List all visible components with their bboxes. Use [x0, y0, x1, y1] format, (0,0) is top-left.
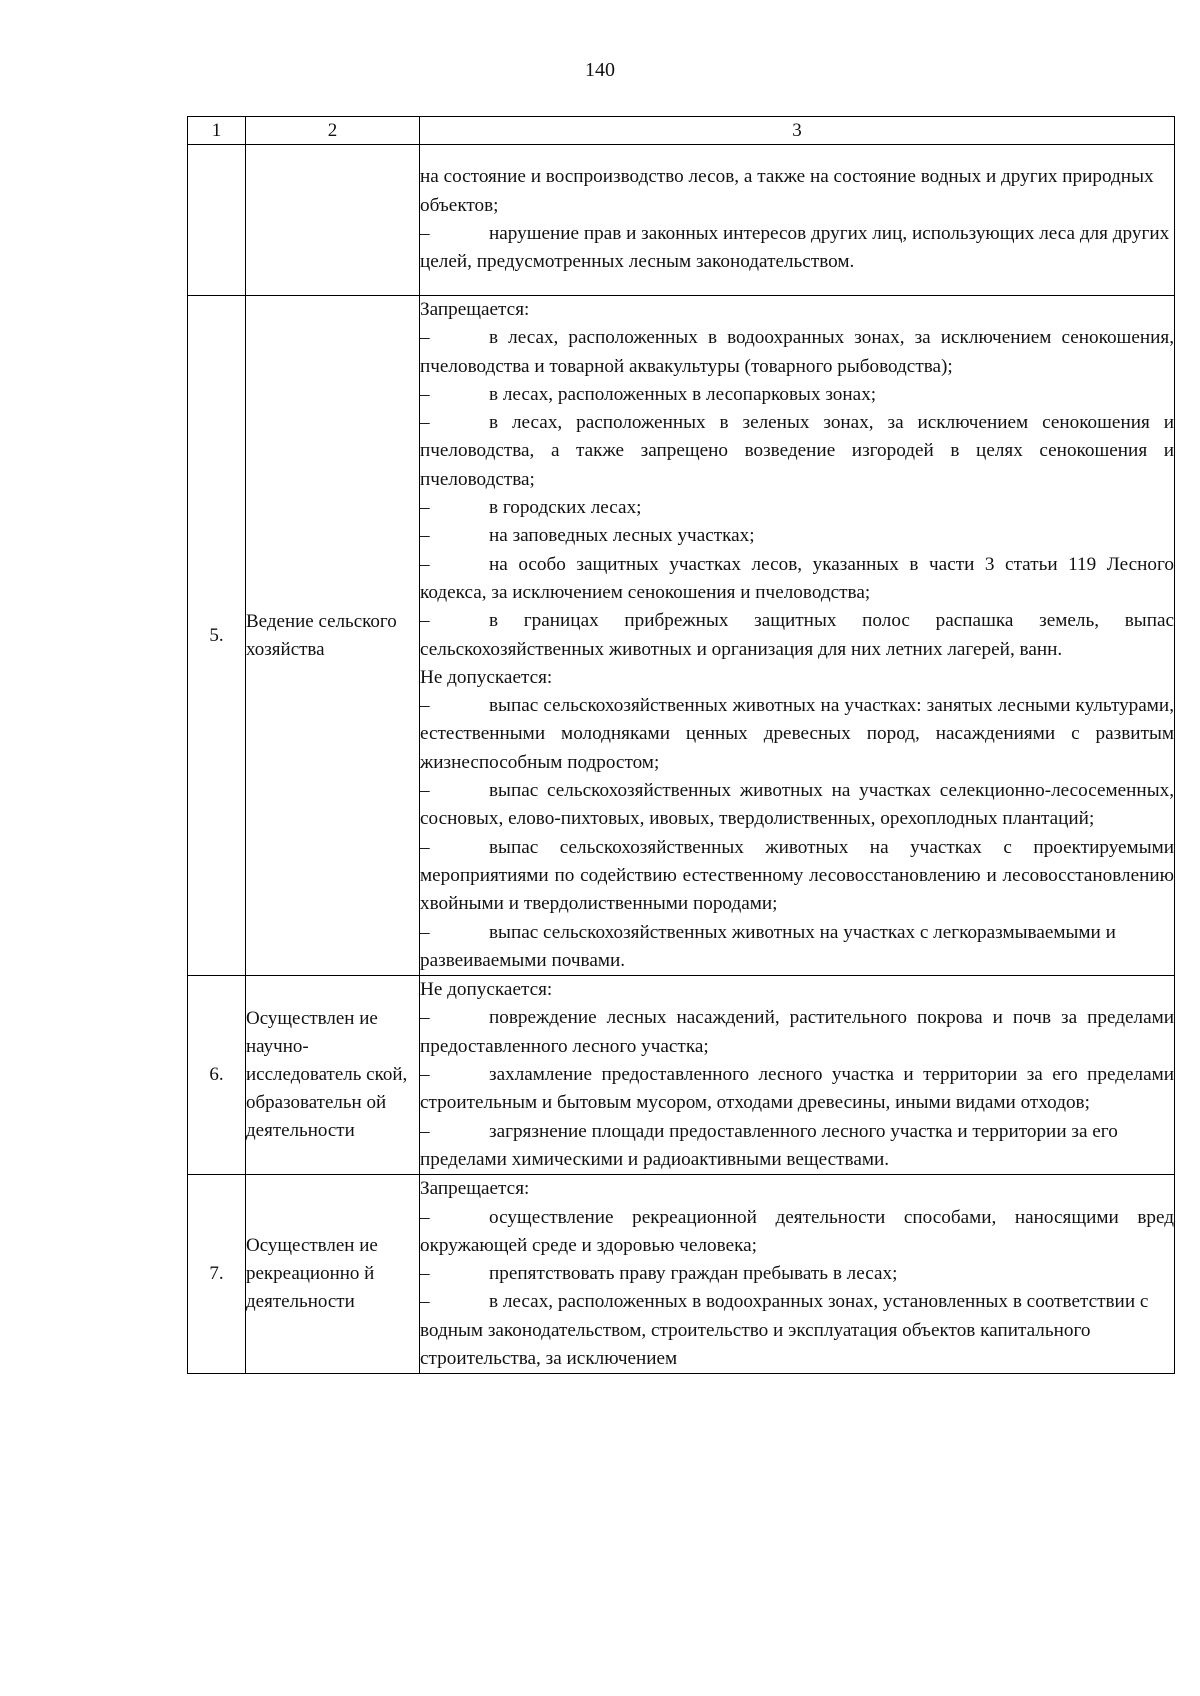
header-cell-2: 2 — [246, 117, 420, 145]
content-cell — [420, 145, 1175, 296]
list-item-text: выпас сельскохозяйственных животных на участках с проектируемыми мероприятиями по содействию естественному лесовосстановлению и лесовосстановлению хвойными и твердолиственными породами; — [420, 836, 1174, 915]
list-dash: – — [420, 695, 430, 717]
list-dash: – — [420, 327, 430, 349]
list-item — [420, 1004, 1174, 1061]
table-header-row — [188, 117, 1175, 145]
list-item — [420, 409, 1174, 494]
list-item-text: препятствовать праву граждан пребывать в лесах; — [489, 1263, 898, 1285]
list-item-text: выпас сельскохозяйственных животных на участках селекционно-лесосеменных, сосновых, елово-пихтовых, ивовых, твердолиственных, орехоплодных плантаций; — [420, 780, 1174, 830]
section-lead: Запрещается: — [420, 299, 530, 320]
row-number: 5. — [188, 296, 246, 976]
section-lead: Не допускается: — [420, 666, 553, 688]
list-item-text: осуществление рекреационной деятельности способами, наносящими вред окружающей среде и здоровью человека; — [420, 1206, 1174, 1256]
activity-name: Осуществлен ие научно-исследователь ской, образовательн ой деятельности — [246, 976, 420, 1175]
list-item — [420, 1061, 1174, 1118]
table-row-6 — [188, 976, 1175, 1175]
section-lead: Запрещается: — [420, 1178, 530, 1200]
list-item — [420, 1204, 1174, 1261]
list-dash: – — [420, 1291, 430, 1313]
list-item — [420, 522, 1174, 550]
restrictions-table — [187, 116, 1175, 1374]
table-row-continuation — [188, 145, 1175, 296]
header-cell-1: 1 — [188, 117, 246, 145]
content-cell — [420, 296, 1175, 976]
list-dash: – — [420, 1206, 430, 1228]
list-item — [420, 324, 1174, 381]
list-item — [420, 777, 1174, 834]
list-item — [420, 381, 1174, 409]
list-item — [420, 220, 1174, 277]
list-item — [420, 692, 1174, 777]
content-cell — [420, 1175, 1175, 1374]
list-item — [420, 494, 1174, 522]
list-item-text: в лесах, расположенных в лесопарковых зонах; — [489, 383, 877, 405]
list-dash: – — [420, 921, 430, 943]
list-item-text: в городских лесах; — [489, 497, 642, 519]
list-dash: – — [420, 836, 430, 858]
list-dash: – — [420, 1263, 430, 1285]
list-item — [420, 1118, 1174, 1175]
list-dash: – — [420, 525, 430, 547]
page-number: 140 — [585, 59, 615, 81]
continuation-text: на состояние и воспроизводство лесов, а также на состояние водных и других природных объектов; — [420, 166, 1154, 216]
row-number: 6. — [188, 976, 246, 1175]
list-item-text: повреждение лесных насаждений, растительного покрова и почв за пределами предоставленного лесного участка; — [420, 1007, 1174, 1057]
list-item — [420, 919, 1174, 976]
list-dash: – — [420, 1064, 430, 1086]
activity-name: Осуществлен ие рекреационно й деятельности — [246, 1175, 420, 1374]
list-dash: – — [420, 1120, 430, 1142]
list-item-text: на особо защитных участках лесов, указанных в части 3 статьи 119 Лесного кодекса, за исключением сенокошения и пчеловодства; — [420, 553, 1174, 603]
content-cell — [420, 976, 1175, 1175]
list-item-text: в лесах, расположенных в водоохранных зонах, установленных в соответствии с водным законодательством, строительство и эксплуатация объектов капитального строительства, за исключением — [420, 1291, 1149, 1369]
list-item-text: в лесах, расположенных в зеленых зонах, за исключением сенокошения и пчеловодства, а также запрещено возведение изгородей в целях сенокошения и пчеловодства; — [420, 412, 1174, 490]
list-item-text: выпас сельскохозяйственных животных на участках с легкоразмываемыми и развеиваемыми почвами. — [420, 921, 1116, 971]
section-lead: Не допускается: — [420, 979, 553, 1001]
list-dash: – — [420, 610, 430, 632]
row-number: 7. — [188, 1175, 246, 1374]
list-dash: – — [420, 383, 430, 405]
table-row-5 — [188, 296, 1175, 976]
list-item-text: выпас сельскохозяйственных животных на участках: занятых лесными культурами, естественными молодняками ценных древесных пород, насаждениями с развитым жизнеспособным подростом; — [420, 695, 1174, 773]
list-dash: – — [420, 412, 430, 434]
list-item — [420, 1288, 1174, 1373]
list-item-text: захламление предоставленного лесного участка и территории за его пределами строительным и бытовым мусором, отходами древесины, иными видами отходов; — [420, 1064, 1174, 1114]
list-dash: – — [420, 497, 430, 519]
activity-cell — [246, 145, 420, 296]
list-dash: – — [420, 553, 430, 575]
header-cell-3: 3 — [420, 117, 1175, 145]
list-item-text: в лесах, расположенных в водоохранных зонах, за исключением сенокошения, пчеловодства и товарной аквакультуры (товарного рыбоводства); — [420, 327, 1174, 377]
row-number-cell — [188, 145, 246, 296]
list-dash: – — [420, 780, 430, 802]
list-item-text: нарушение прав и законных интересов других лиц, использующих леса для других целей, предусмотренных лесным законодательством. — [420, 223, 1170, 273]
list-dash: – — [420, 1007, 430, 1029]
activity-name: Ведение сельского хозяйства — [246, 296, 420, 976]
list-dash: – — [420, 223, 430, 244]
list-item — [420, 551, 1174, 608]
list-item-text: в границах прибрежных защитных полос распашка земель, выпас сельскохозяйственных животных и организация для них летних лагерей, ванн. — [420, 610, 1174, 660]
list-item — [420, 607, 1174, 664]
list-item — [420, 834, 1174, 919]
table-row-7 — [188, 1175, 1175, 1374]
list-item-text: загрязнение площади предоставленного лесного участка и территории за его пределами химическими и радиоактивными веществами. — [420, 1120, 1118, 1170]
list-item-text: на заповедных лесных участках; — [489, 525, 755, 547]
list-item — [420, 1260, 1174, 1288]
